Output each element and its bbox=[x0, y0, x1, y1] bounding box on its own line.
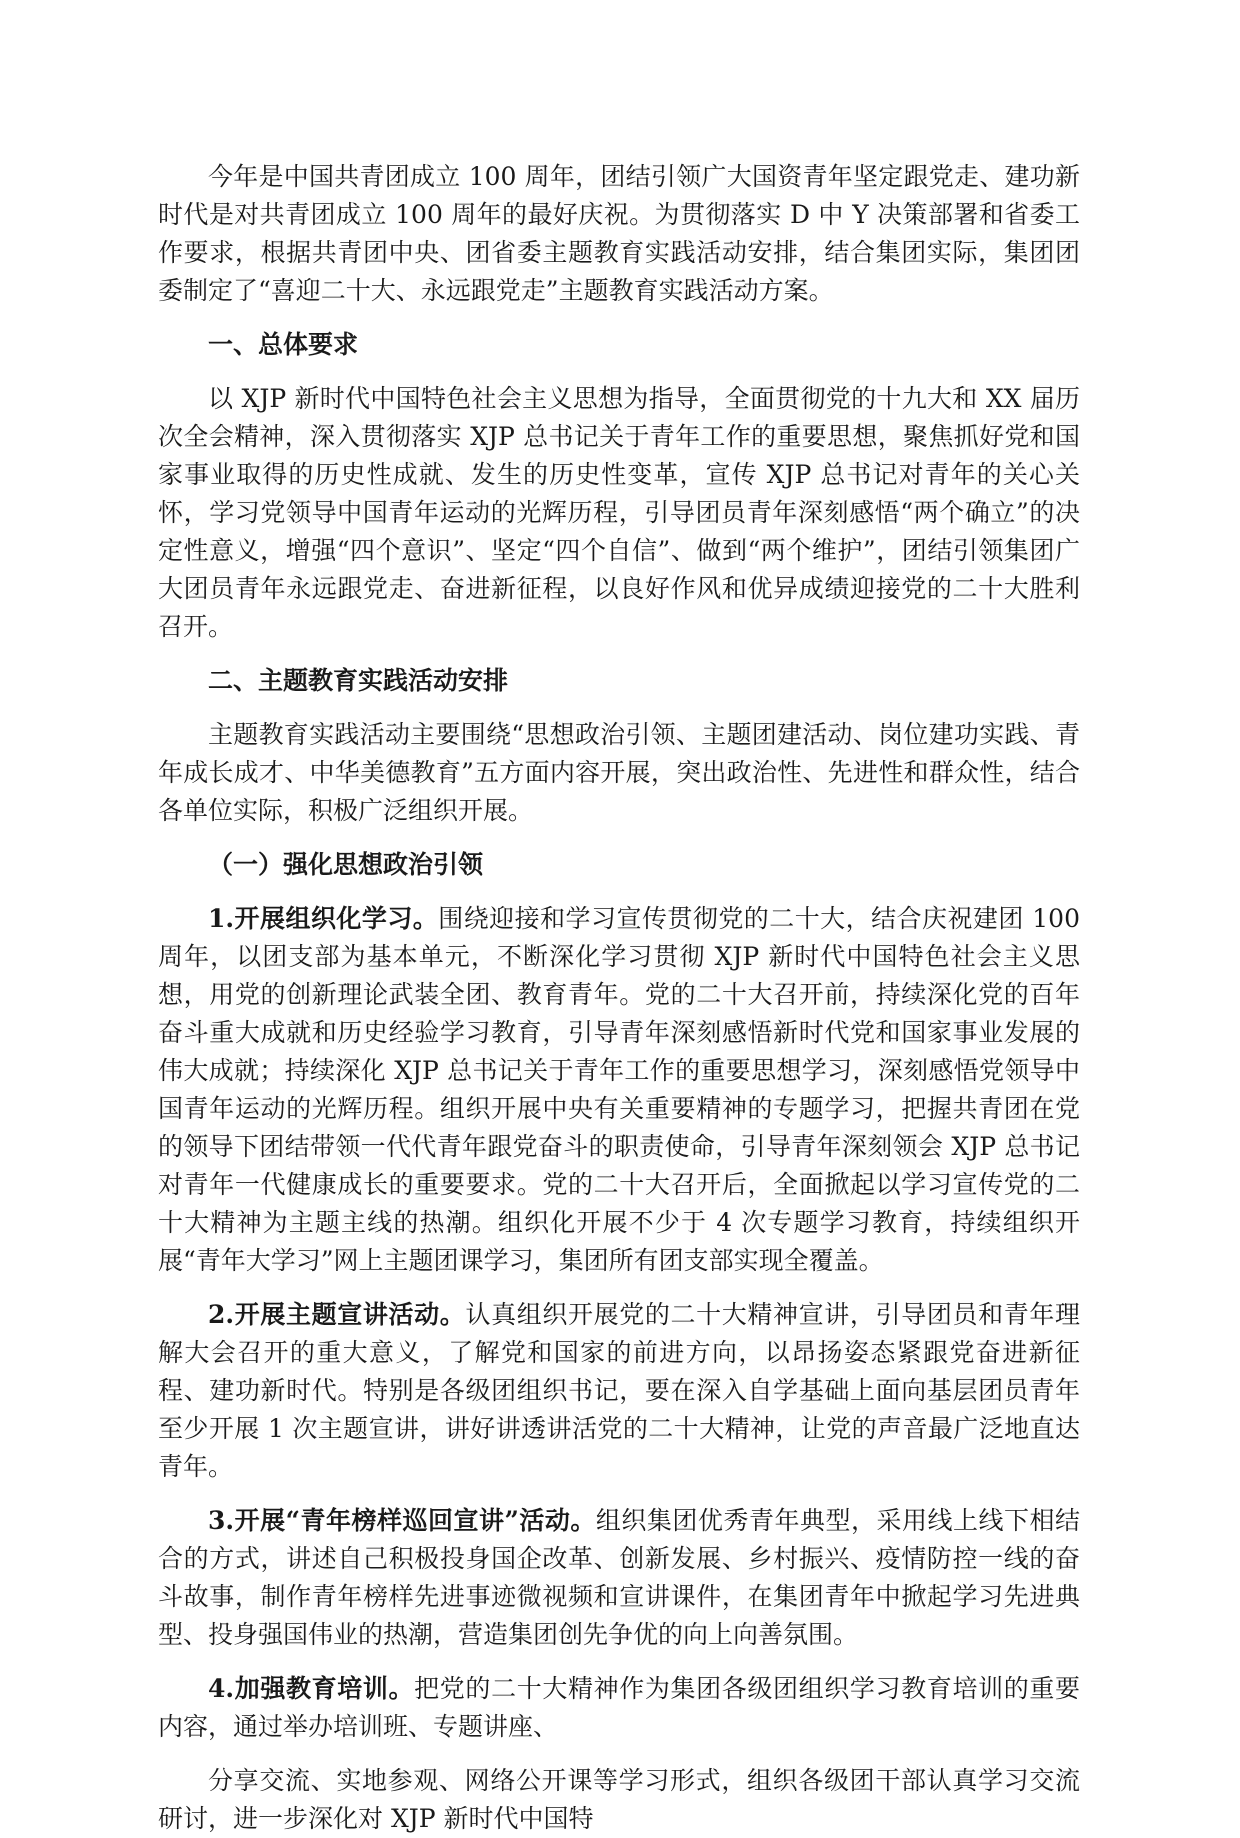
item-title: 3.开展“青年榜样巡回宣讲”活动。 bbox=[208, 1506, 596, 1535]
item-title: 4.加强教育培训。 bbox=[208, 1674, 415, 1703]
document-body bbox=[158, 158, 1080, 1838]
subsection-heading-ideological-guidance: （一）强化思想政治引领 bbox=[208, 850, 484, 879]
list-item-theme-lectures bbox=[158, 1296, 1080, 1486]
activity-arrangement-paragraph: 主题教育实践活动主要围绕“思想政治引领、主题团建活动、岗位建功实践、青年成长成才、中华美德教育”五方面内容开展，突出政治性、先进性和群众性，结合各单位实际，积极广泛组织开展。 bbox=[158, 720, 1080, 825]
item-text: 围绕迎接和学习宣传贯彻党的二十大，结合庆祝建团 100 周年，以团支部为基本单元，不断深化学习贯彻 XJP 新时代中国特色社会主义思想，用党的创新理论武装全团、教育青年。党的二十大召开前，持续深化党的百年奋斗重大成就和历史经验学习教育，引导青年深刻感悟新时代党和国家事业发展的伟大成就；持续深化 XJP 总书记关于青年工作的重要思想学习，深刻感悟党领导中国青年运动的光辉历程。组织开展中央有关重要精神的专题学习，把握共青团在党的领导下团结带领一代代青年跟党奋斗的职责使命，引导青年深刻领会 XJP 总书记对青年一代健康成长的重要要求。党的二十大召开后，全面掀起以学习宣传党的二十大精神为主题主线的热潮。组织化开展不少于 4 次专题学习教育，持续组织开展“青年大学习”网上主题团课学习，集团所有团支部实现全覆盖。 bbox=[158, 904, 1080, 1275]
section-heading-activity-arrangement: 二、主题教育实践活动安排 bbox=[208, 666, 509, 695]
list-item-organized-study bbox=[158, 900, 1080, 1280]
section-heading-overall-requirements: 一、总体要求 bbox=[208, 330, 359, 359]
item-text: 把党的二十大精神作为集团各级团组织学习教育培训的重要内容，通过举办培训班、专题讲座、 bbox=[158, 1674, 1080, 1741]
intro-paragraph: 今年是中国共青团成立 100 周年，团结引领广大国资青年坚定跟党走、建功新时代是对共青团成立 100 周年的最好庆祝。为贯彻落实 D 中 Y 决策部署和省委工作要求，根据共青团中央、团省委主题教育实践活动安排，结合集团实际，集团团委制定了“喜迎二十大、永远跟党走”主题教育实践活动方案。 bbox=[158, 162, 1080, 305]
continuation-paragraph: 分享交流、实地参观、网络公开课等学习形式，组织各级团干部认真学习交流研讨，进一步深化对 XJP 新时代中国特 bbox=[158, 1766, 1080, 1833]
item-text: 认真组织开展党的二十大精神宣讲，引导团员和青年理解大会召开的重大意义，了解党和国家的前进方向，以昂扬姿态紧跟党奋进新征程、建功新时代。特别是各级团组织书记，要在深入自学基础上面向基层团员青年至少开展 1 次主题宣讲，讲好讲透讲活党的二十大精神，让党的声音最广泛地直达青年。 bbox=[158, 1300, 1080, 1481]
overall-requirements-paragraph: 以 XJP 新时代中国特色社会主义思想为指导，全面贯彻党的十九大和 XX 届历次全会精神，深入贯彻落实 XJP 总书记关于青年工作的重要思想，聚焦抓好党和国家事业取得的历史性成就、发生的历史性变革，宣传 XJP 总书记对青年的关心关怀，学习党领导中国青年运动的光辉历程，引导团员青年深刻感悟“两个确立”的决定性意义，增强“四个意识”、坚定“四个自信”、做到“两个维护”，团结引领集团广大团员青年永远跟党走、奋进新征程，以良好作风和优异成绩迎接党的二十大胜利召开。 bbox=[158, 384, 1080, 641]
list-item-youth-role-model-tour bbox=[158, 1502, 1080, 1654]
item-title: 1.开展组织化学习。 bbox=[208, 904, 439, 933]
item-title: 2.开展主题宣讲活动。 bbox=[208, 1300, 466, 1329]
list-item-education-training bbox=[158, 1670, 1080, 1746]
item-text: 组织集团优秀青年典型，采用线上线下相结合的方式，讲述自己积极投身国企改革、创新发展、乡村振兴、疫情防控一线的奋斗故事，制作青年榜样先进事迹微视频和宣讲课件，在集团青年中掀起学习先进典型、投身强国伟业的热潮，营造集团创先争优的向上向善氛围。 bbox=[158, 1506, 1080, 1649]
